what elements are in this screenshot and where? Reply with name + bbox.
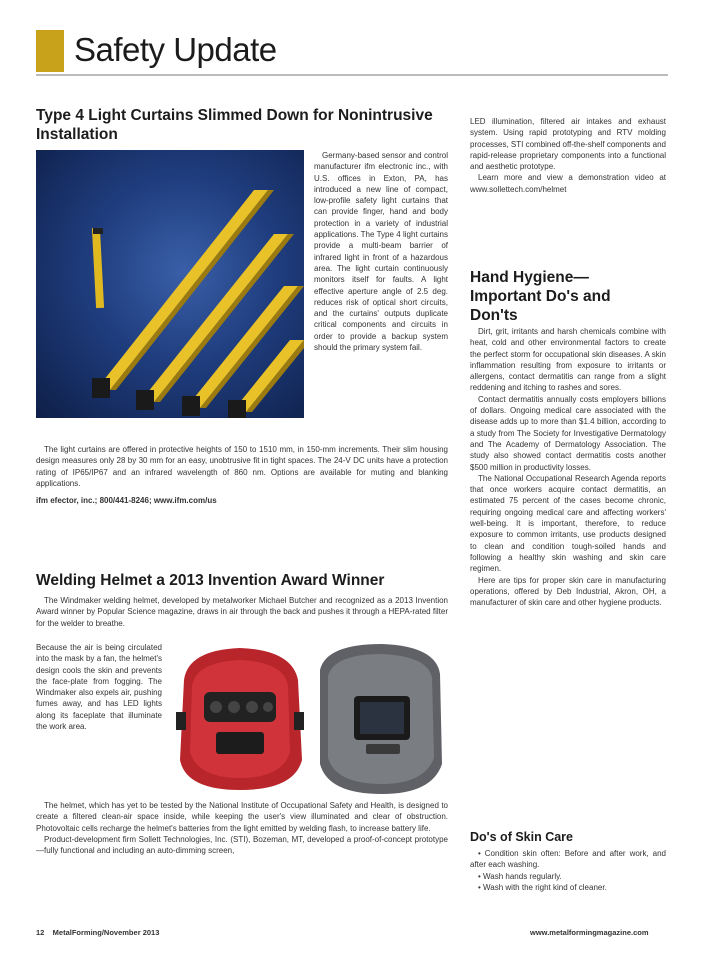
article2-side-column (36, 642, 162, 732)
article2-paragraph-1b: Because the air is being circulated into the mask by a fan, the helmet's design cools the skin and prevents the face-plate from fogging. The Windmaker also expels air, pushing fumes away, and has LED lights along its faceplate that illuminate the work area. (36, 643, 162, 732)
article1-body-top (314, 150, 448, 434)
article3-paragraph-2: Contact dermatitis annually costs employers billions of dollars. Ongoing medical care associated with the disease adds up to more than $1.4 billion, according to a study from The Society for Investigative Dermatology and The Academy of Dermatology Association. The study also showed contact dermatitis costs another $500 million in productivity losses. (470, 394, 666, 472)
article1-body-bottom (36, 444, 448, 506)
article2-intro (36, 595, 448, 629)
list-item: • Condition skin often: Before and after work, and after each washing. (470, 849, 666, 870)
article2-continued-paragraph: LED illumination, filtered air intakes and exhaust system. Using rapid prototyping and RTV molding processes, STI combined off-the-shelf components and rapid-release proprietary components into a functional and aesthetic prototype. (470, 117, 666, 172)
article1-paragraph-2: The light curtains are offered in protective heights of 150 to 1510 mm, in 150-mm increments. Their slim housing design measures only 28 by 30 mm for an easy, unobtrusive fit in tight spaces. The 24-V DC units have a protection rating of IP65/IP67 and an infrared wavelength of 860 nm. Options are available for muting and blanking applications. (36, 445, 448, 488)
footer-website[interactable]: www.metalformingmagazine.com (530, 928, 649, 937)
article2-paragraph-3: Product-development firm Sollett Technologies, Inc. (STI), Bozeman, MT, developed a proof-of-concept prototype—fully functional and including an auto-dimming screen, (36, 834, 448, 856)
list-item: • Wash hands regularly. (478, 871, 562, 881)
article2-paragraph-2: The helmet, which has yet to be tested by the National Institute of Occupational Safety and Health, is designed to create a filtered clean-air space inside, while keeping the user's view illuminated and clear of obstruction. Photovoltaic cells recharge the helmet's batteries from the light emitted by welding flash, to increase battery life. (36, 801, 448, 833)
article3-paragraph-4: Here are tips for proper skin care in manufacturing operations, offered by Deb Industrial, Akron, OH, a manufacturer of skin care and other hygiene products. (470, 575, 666, 608)
list-item: • Wash with the right kind of cleaner. (478, 882, 607, 892)
section-title: Safety Update (74, 31, 277, 68)
article1-paragraph-1: Germany-based sensor and control manufacturer ifm electronic inc., with U.S. offices in Exton, PA, has introduced a new line of compact, low-profile safety light curtains that can provide finger, hand and body protection in a variety of industrial applications. The Type 4 light curtains provide a multi-beam barrier of infrared light in front of a hazardous area. The light curtain continuously monitors itself for faults. A light effective aperture angle of 2.5 deg. reduces risk of optical short circuits, and the curtains' outputs duplicate critical components and circuits in order to provide a backup system should the primary system fail. (314, 151, 448, 353)
article1-contact: ifm efector, inc.; 800/441-8246; www.ifm.com/us (36, 496, 217, 506)
article3-paragraph-1: Dirt, grit, irritants and harsh chemicals combine with heat, cold and other environmental factors to create the perfect storm for occupational skin diseases. A skin inflammation resulting from exposure to irritants or allergens, contact dermatitis can range from a slight reddening and itching to rashes and sores. (470, 327, 666, 393)
skin-care-list (470, 848, 666, 893)
article2-headline: Welding Helmet a 2013 Invention Award Winner (36, 572, 385, 589)
article3-subhead: Do's of Skin Care (470, 830, 573, 844)
article3-headline: Hand Hygiene—Important Do's and Don'ts (470, 269, 611, 324)
light-curtain-photo (36, 150, 304, 418)
welding-helmet-illustration (170, 640, 448, 798)
welding-helmet-photo (170, 640, 448, 798)
article3-paragraph-3: The National Occupational Research Agenda reports that once workers acquire contact dermatitis, an estimated 75 percent of the cases become chronic, requiring ongoing medical care and affecting workers' well-being. It is important, therefore, to reduce exposure to common irritants, use products designed to clean and condition tough-soiled hands and following a healthy skin washing and skin care regimen. (470, 473, 666, 574)
article2-paragraph-1: The Windmaker welding helmet, developed by metalworker Michael Butcher and recognized as a 2013 Invention Award winner by Popular Science magazine, draws in air through the back and pushes it through a HEPA-rated filter for the welder to breathe. (36, 596, 448, 628)
article2-body (36, 800, 448, 856)
article3-body (470, 326, 666, 608)
header-accent-bar (36, 30, 64, 72)
article1-headline: Type 4 Light Curtains Slimmed Down for Nonintrusive Installation (36, 107, 433, 143)
header-divider (36, 74, 668, 76)
light-curtain-illustration (36, 150, 304, 418)
footer-page-info: 12 MetalForming/November 2013 (36, 928, 160, 937)
article2-video-link[interactable]: Learn more and view a demonstration video at www.sollettech.com/helmet (470, 173, 666, 194)
article2-continued (470, 116, 666, 195)
